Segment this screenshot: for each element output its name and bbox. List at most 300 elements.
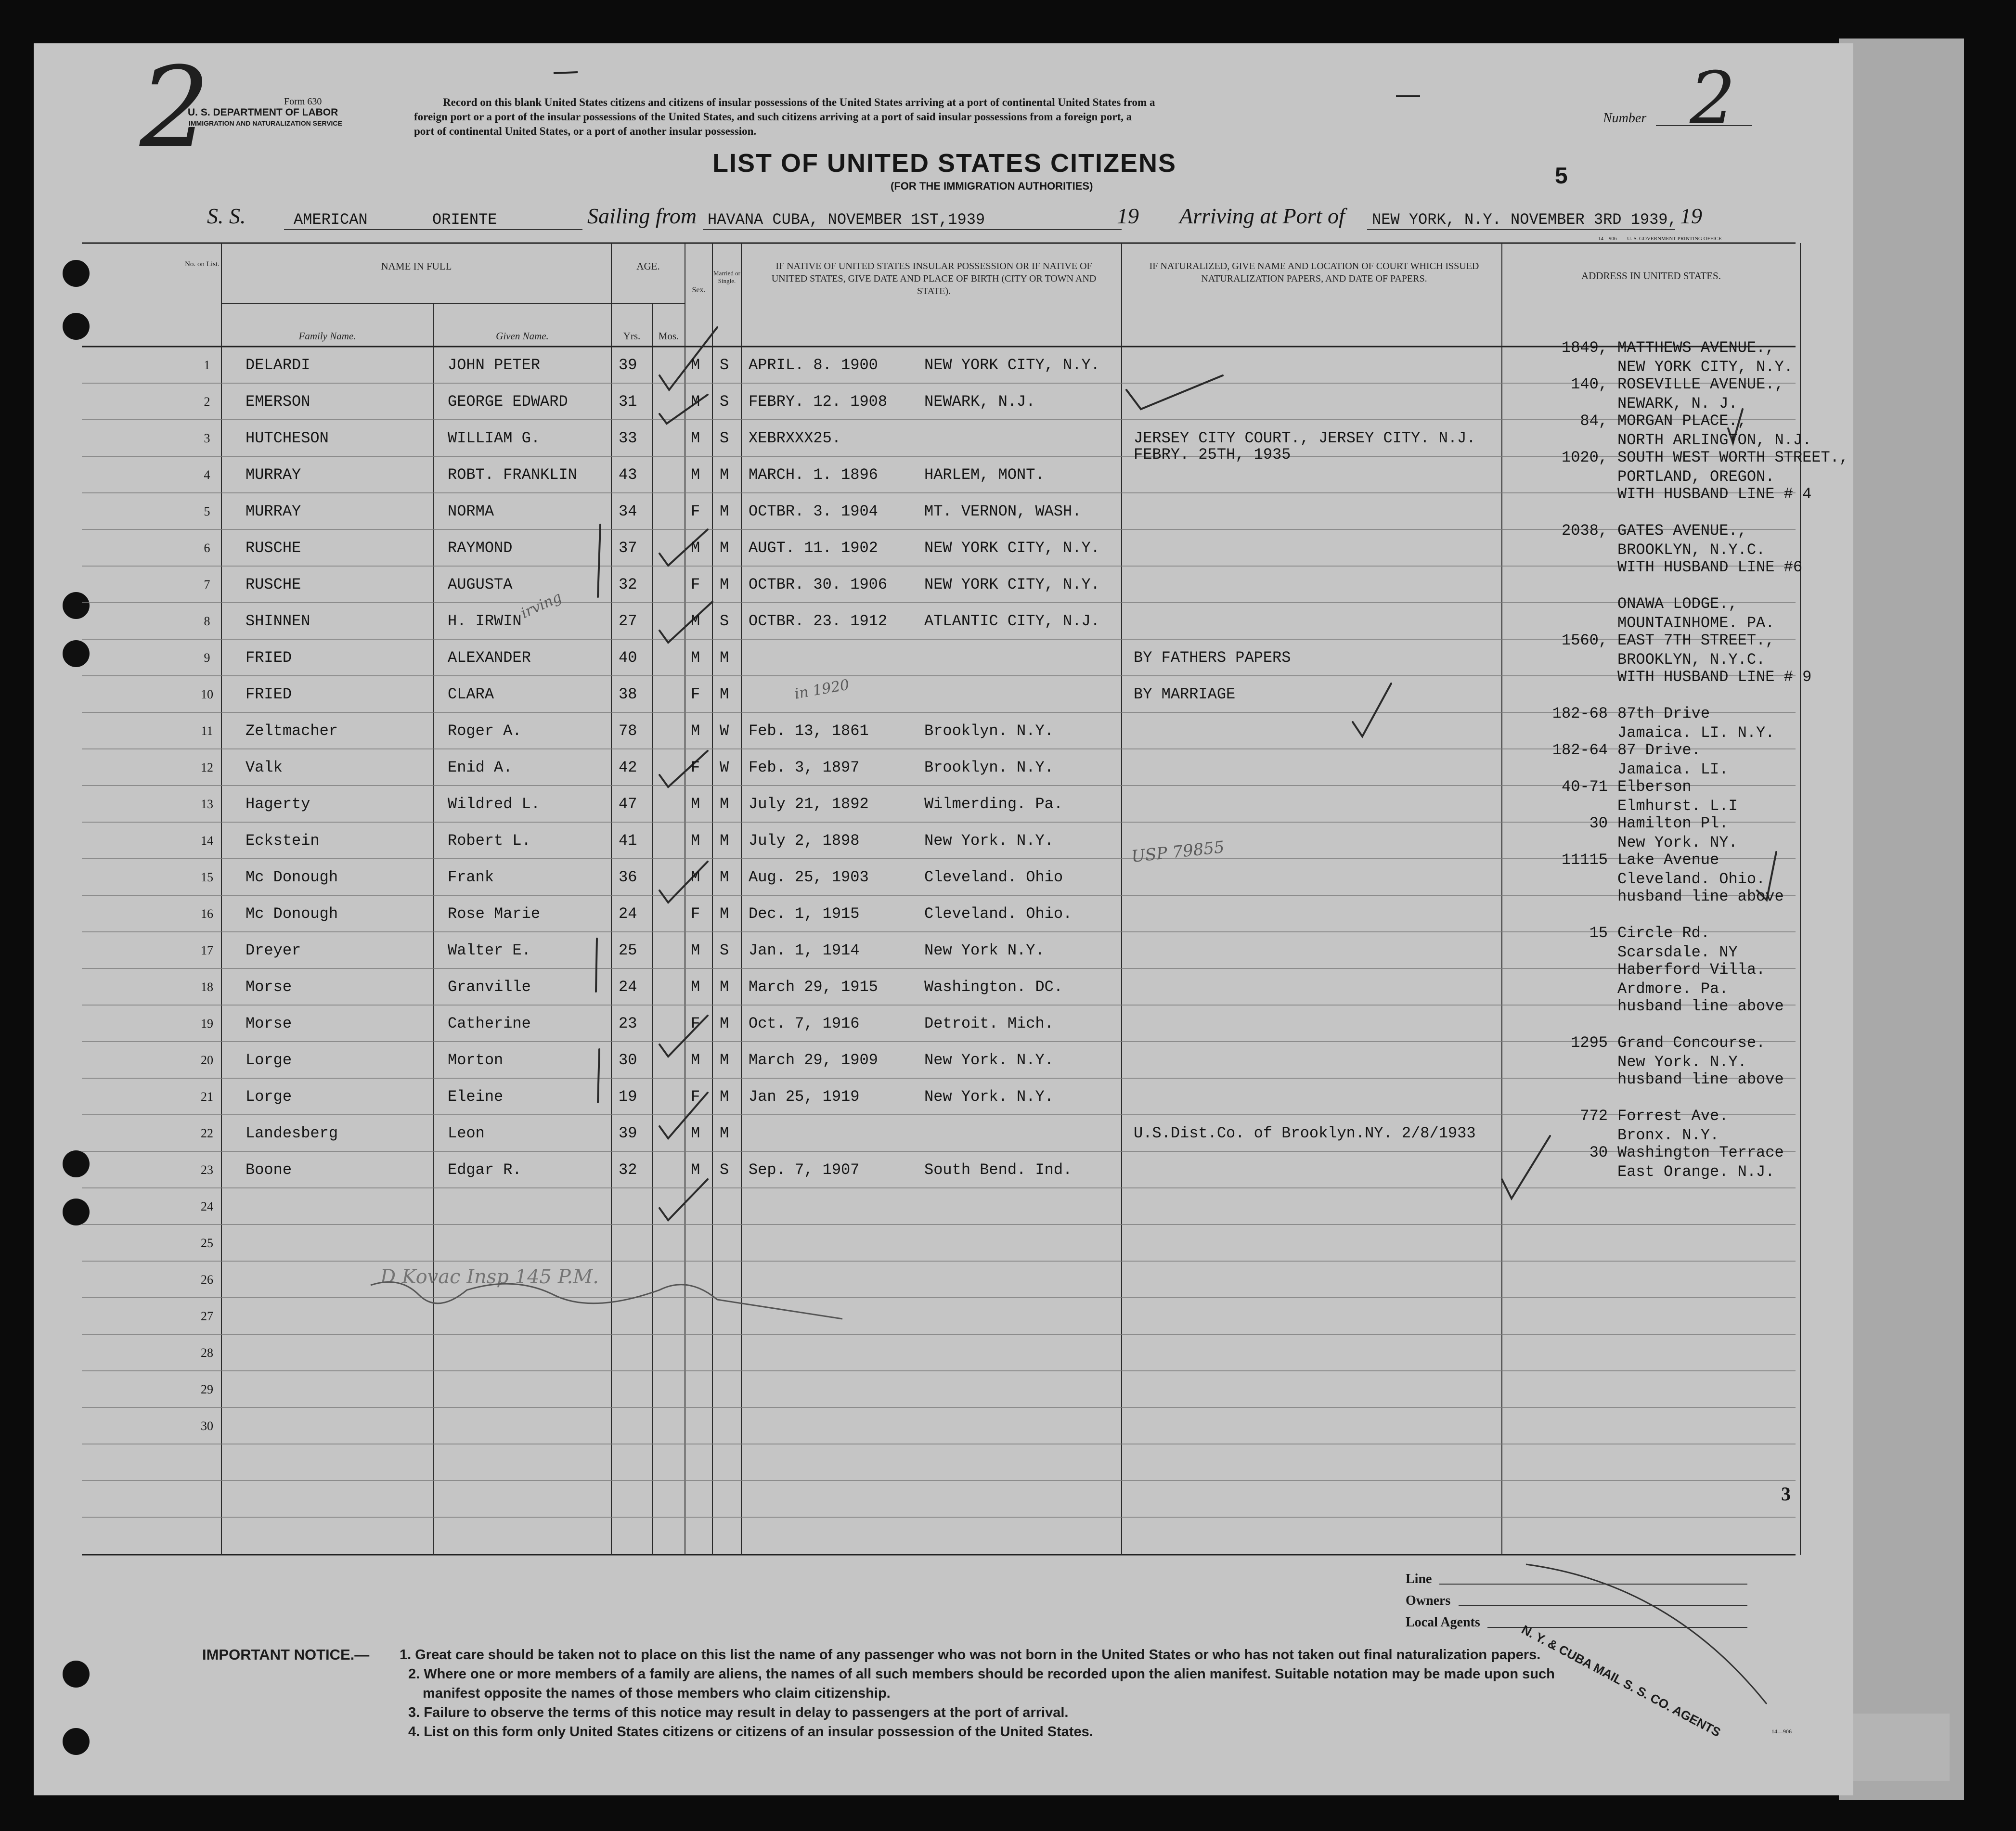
age-years: 42 — [619, 759, 637, 776]
sex: M — [691, 868, 700, 886]
address-number: 182-68 — [1552, 705, 1608, 722]
col-family-header: Family Name. — [298, 330, 356, 342]
marital-status: M — [720, 905, 729, 923]
age-years: 33 — [619, 429, 637, 447]
address-line-1: husband line above — [1617, 888, 1784, 905]
table-row — [34, 924, 1853, 978]
row-number: 20 — [201, 1053, 213, 1067]
age-years: 47 — [619, 795, 637, 813]
birth-place: Washington. DC. — [924, 978, 1063, 996]
form-number: Form 630 — [284, 96, 322, 107]
sex: F — [691, 685, 700, 703]
address-line-1: Lake Avenue — [1617, 851, 1719, 869]
address-number: 772 — [1580, 1107, 1608, 1125]
sex: M — [691, 393, 700, 411]
sex: M — [691, 649, 700, 667]
table-row — [34, 961, 1853, 1015]
address-line-1: MORGAN PLACE., — [1617, 412, 1747, 430]
address-number: 15 — [1589, 924, 1608, 942]
agents-label: Local Agents — [1406, 1615, 1480, 1630]
family-name: DELARDI — [246, 356, 310, 374]
row-number: 12 — [201, 761, 213, 774]
row-number: 21 — [201, 1090, 213, 1104]
birth-place: MT. VERNON, WASH. — [924, 503, 1082, 520]
manifest-page — [34, 43, 1853, 1795]
birth-date: XEBRXXX25. — [749, 429, 841, 447]
handwritten-page-number: 2 — [140, 44, 210, 172]
given-name: GEORGE EDWARD — [448, 393, 568, 411]
age-years: 37 — [619, 539, 637, 557]
address-line-1: Grand Concourse. — [1617, 1034, 1766, 1052]
marital-status: M — [720, 868, 729, 886]
sex: M — [691, 795, 700, 813]
arriving-label: Arriving at Port of — [1179, 204, 1345, 228]
table-row — [34, 632, 1853, 685]
col-age-header: AGE. — [636, 260, 660, 272]
service-label: IMMIGRATION AND NATURALIZATION SERVICE — [189, 119, 342, 127]
row8-handwritten-note: irving — [518, 588, 565, 622]
address-line-2: MOUNTAINHOME. PA. — [1617, 614, 1775, 632]
address-line-2: NEW YORK CITY, N.Y. — [1617, 358, 1793, 376]
birth-date: March 29, 1909 — [749, 1051, 878, 1069]
address-line-2: PORTLAND, OREGON. — [1617, 468, 1775, 486]
marital-status: M — [720, 978, 729, 996]
age-years: 36 — [619, 868, 637, 886]
marital-status: S — [720, 429, 729, 447]
sex: M — [691, 429, 700, 447]
address-number: 2038, — [1561, 522, 1608, 540]
birth-date: Aug. 25, 1903 — [749, 868, 869, 886]
back-sheet — [1839, 39, 1964, 1800]
family-name: HUTCHESON — [246, 429, 329, 447]
row-number: 5 — [204, 504, 210, 518]
age-years: 34 — [619, 503, 637, 520]
address-line-1: husband line above — [1617, 997, 1784, 1015]
address-line-2: East Orange. N.J. — [1617, 1163, 1775, 1181]
notice-item: 2. Where one or more members of a family are aliens, the names of all such members should be recorded upon the alien manifest. Suitable notation may be made upon such — [408, 1666, 1555, 1682]
notice-item: manifest opposite the names of those members who claim citizenship. — [423, 1686, 891, 1701]
age-years: 24 — [619, 905, 637, 923]
stamp-5: 5 — [1555, 163, 1568, 189]
family-name: SHINNEN — [246, 612, 310, 630]
family-name: FRIED — [246, 685, 292, 703]
birth-date: OCTBR. 3. 1904 — [749, 503, 878, 520]
table-row — [34, 1307, 1853, 1344]
marital-status: M — [720, 1124, 729, 1142]
age-years: 40 — [619, 649, 637, 667]
row-number: 19 — [201, 1017, 213, 1031]
marital-status: W — [720, 722, 729, 740]
sex: M — [691, 832, 700, 850]
col-naturalized-header: IF NATURALIZED, GIVE NAME AND LOCATION OF COURT WHICH ISSUED NATURALIZATION PAPERS, AND DATE OF PAPERS. — [1149, 261, 1479, 284]
given-name: JOHN PETER — [448, 356, 541, 374]
address-line-2: Jamaica. LI. — [1617, 761, 1729, 778]
given-name: RAYMOND — [448, 539, 513, 557]
row-number: 11 — [201, 724, 213, 738]
birth-date: MARCH. 1. 1896 — [749, 466, 878, 484]
age-years: 39 — [619, 356, 637, 374]
address-number: 11115 — [1561, 851, 1608, 869]
birth-place: NEW YORK CITY, N.Y. — [924, 356, 1100, 374]
birth-date: Feb. 13, 1861 — [749, 722, 869, 740]
address-line-1: Haberford Villa. — [1617, 961, 1766, 979]
address-line-1: Hamilton Pl. — [1617, 814, 1729, 832]
marital-status: M — [720, 539, 729, 557]
family-name: Mc Donough — [246, 905, 338, 923]
given-name: ALEXANDER — [448, 649, 531, 667]
sailing-year: 19 — [1117, 204, 1139, 228]
bottom-page-number: 3 — [1781, 1483, 1791, 1505]
family-name: Hagerty — [246, 795, 310, 813]
gpo-line: U. S. GOVERNMENT PRINTING OFFICE — [1627, 236, 1722, 242]
arriving-year: 19 — [1680, 204, 1702, 228]
given-name: AUGUSTA — [448, 576, 513, 593]
sex: M — [691, 539, 700, 557]
family-name: RUSCHE — [246, 539, 301, 557]
birth-place: NEW YORK CITY, N.Y. — [924, 539, 1100, 557]
department-label: U. S. DEPARTMENT OF LABOR — [188, 107, 338, 118]
address-line-1: 87th Drive — [1617, 705, 1710, 722]
form-code-bottom: 14—906 — [1771, 1728, 1792, 1735]
marital-status: M — [720, 576, 729, 593]
instruction-line: Record on this blank United States citizens and citizens of insular possessions of the United States arriving at a port of continental United States from a — [443, 96, 1155, 108]
address-line-1: ONAWA LODGE., — [1617, 595, 1738, 613]
row24-pencil-signature: D Kovac Insp 145 P.M. — [380, 1266, 599, 1288]
address-line-2: BROOKLYN, N.Y.C. — [1617, 541, 1766, 559]
family-name: Dreyer — [246, 941, 301, 959]
row-number: 10 — [201, 687, 213, 701]
marital-status: M — [720, 1051, 729, 1069]
col-name-header: NAME IN FULL — [381, 260, 452, 272]
birth-place: Detroit. Mich. — [924, 1015, 1054, 1032]
sex: F — [691, 576, 700, 593]
birth-date: OCTBR. 23. 1912 — [749, 612, 888, 630]
table-row — [34, 1034, 1853, 1088]
given-name: Frank — [448, 868, 494, 886]
birth-date: Sep. 7, 1907 — [749, 1161, 860, 1179]
address-line-2: Cleveland. Ohio. — [1617, 870, 1766, 888]
address-line-2: Scarsdale. NY — [1617, 943, 1738, 961]
col-married-header: Married or Single. — [713, 270, 740, 284]
row10-pencil-note: in 1920 — [793, 676, 851, 703]
address-line-2: NORTH ARLINGTON, N.J. — [1617, 431, 1812, 449]
birth-date: Feb. 3, 1897 — [749, 759, 860, 776]
row-number: 13 — [201, 797, 213, 811]
age-years: 39 — [619, 1124, 637, 1142]
birth-date: July 21, 1892 — [749, 795, 869, 813]
address-number: 30 — [1589, 814, 1608, 832]
marital-status: M — [720, 503, 729, 520]
given-name: Rose Marie — [448, 905, 541, 923]
age-years: 38 — [619, 685, 637, 703]
age-years: 30 — [619, 1051, 637, 1069]
address-line-1: WITH HUSBAND LINE # 9 — [1617, 668, 1812, 686]
given-name: Wildred L. — [448, 795, 541, 813]
col-sex-header: Sex. — [692, 286, 706, 294]
table-row — [34, 1344, 1853, 1380]
family-name: Morse — [246, 978, 292, 996]
age-years: 19 — [619, 1088, 637, 1106]
birth-date: OCTBR. 30. 1906 — [749, 576, 888, 593]
marital-status: M — [720, 795, 729, 813]
age-years: 31 — [619, 393, 637, 411]
row-number: 4 — [204, 468, 210, 482]
table-row — [34, 1198, 1853, 1234]
owners-label: Owners — [1406, 1593, 1451, 1608]
address-number: 30 — [1589, 1144, 1608, 1161]
age-years: 78 — [619, 722, 637, 740]
family-name: EMERSON — [246, 393, 310, 411]
sex: M — [691, 1124, 700, 1142]
birth-date: APRIL. 8. 1900 — [749, 356, 878, 374]
row-number: 26 — [201, 1273, 213, 1287]
given-name: NORMA — [448, 503, 494, 520]
row-number: 28 — [201, 1346, 213, 1360]
marital-status: M — [720, 832, 729, 850]
address-line-1: ROSEVILLE AVENUE., — [1617, 375, 1784, 393]
address-number: 140, — [1571, 375, 1608, 393]
col-address-header: ADDRESS IN UNITED STATES. — [1581, 270, 1721, 282]
row-number: 6 — [204, 541, 210, 555]
col-yrs-header: Yrs. — [623, 330, 641, 342]
address-number: 84, — [1580, 412, 1608, 430]
address-line-2: NEWARK, N. J. — [1617, 395, 1738, 413]
birth-date: Oct. 7, 1916 — [749, 1015, 860, 1032]
given-name: Robert L. — [448, 832, 531, 850]
birth-date: Dec. 1, 1915 — [749, 905, 860, 923]
marital-status: M — [720, 685, 729, 703]
row-number: 1 — [204, 358, 210, 372]
given-name: H. IRWIN — [448, 612, 522, 630]
ship-name: AMERICAN ORIENTE — [294, 211, 497, 229]
age-years: 23 — [619, 1015, 637, 1032]
row-number: 15 — [201, 870, 213, 884]
family-name: Lorge — [246, 1088, 292, 1106]
birth-place: Wilmerding. Pa. — [924, 795, 1063, 813]
address-line-1: GATES AVENUE., — [1617, 522, 1747, 540]
page-title: LIST OF UNITED STATES CITIZENS — [712, 149, 1176, 178]
sex: M — [691, 612, 700, 630]
birth-place: Brooklyn. N.Y. — [924, 759, 1054, 776]
sex: F — [691, 905, 700, 923]
form-code-top: 14—906 — [1598, 236, 1617, 242]
given-name: Catherine — [448, 1015, 531, 1032]
marital-status: M — [720, 649, 729, 667]
marital-status: S — [720, 1161, 729, 1179]
sex: F — [691, 503, 700, 520]
table-row — [34, 1234, 1853, 1271]
birth-date: March 29, 1915 — [749, 978, 878, 996]
birth-date: Jan. 1, 1914 — [749, 941, 860, 959]
row-number: 22 — [201, 1126, 213, 1140]
row-number: 29 — [201, 1382, 213, 1396]
address-line-1: 87 Drive. — [1617, 741, 1701, 759]
row-number: 17 — [201, 943, 213, 957]
row-number: 7 — [204, 578, 210, 592]
given-name: CLARA — [448, 685, 494, 703]
family-name: FRIED — [246, 649, 292, 667]
naturalization-court: U.S.Dist.Co. of Brooklyn.NY. 2/8/1933 — [1134, 1124, 1476, 1142]
birth-place: New York N.Y. — [924, 941, 1045, 959]
address-line-1: Circle Rd. — [1617, 924, 1710, 942]
sex: F — [691, 759, 700, 776]
marital-status: S — [720, 356, 729, 374]
family-name: MURRAY — [246, 466, 301, 484]
address-number: 40-71 — [1561, 778, 1608, 796]
address-line-1: WITH HUSBAND LINE #6 — [1617, 558, 1803, 576]
address-line-1: EAST 7TH STREET., — [1617, 632, 1775, 649]
sex: M — [691, 1051, 700, 1069]
row14-pencil-note: USP 79855 — [1130, 837, 1226, 867]
birth-place: Brooklyn. N.Y. — [924, 722, 1054, 740]
given-name: Eleine — [448, 1088, 504, 1106]
address-line-1: Elberson — [1617, 778, 1692, 796]
family-name: RUSCHE — [246, 576, 301, 593]
family-name: Landesberg — [246, 1124, 338, 1142]
address-number: 1295 — [1571, 1034, 1608, 1052]
address-line-1: WITH HUSBAND LINE # 4 — [1617, 485, 1812, 503]
sex: M — [691, 466, 700, 484]
birth-place: New York. N.Y. — [924, 1088, 1054, 1106]
age-years: 41 — [619, 832, 637, 850]
ss-label: S. S. — [207, 204, 246, 228]
col-birth-header: IF NATIVE OF UNITED STATES INSULAR POSSESSION OR IF NATIVE OF UNITED STATES, GIVE DATE AND PLACE OF BIRTH (CITY OR TOWN AND STATE). — [771, 261, 1097, 297]
number-value: 2 — [1690, 57, 1736, 141]
address-line-2: Bronx. N.Y. — [1617, 1126, 1719, 1144]
family-name: Lorge — [246, 1051, 292, 1069]
address-line-1: Forrest Ave. — [1617, 1107, 1729, 1125]
birth-place: New York. N.Y. — [924, 1051, 1054, 1069]
age-years: 43 — [619, 466, 637, 484]
age-years: 27 — [619, 612, 637, 630]
row-number: 23 — [201, 1163, 213, 1177]
marital-status: S — [720, 393, 729, 411]
address-number: 182-64 — [1552, 741, 1608, 759]
notice-item: 1. Great care should be taken not to place on this list the name of any passenger who was not born in the United States or who has not taken out final naturalization papers. — [400, 1647, 1541, 1663]
address-number: 1849, — [1561, 339, 1608, 357]
notice-item: 3. Failure to observe the terms of this notice may result in delay to passengers at the port of arrival. — [408, 1705, 1069, 1720]
row-number: 16 — [201, 907, 213, 921]
row-number: 24 — [201, 1199, 213, 1213]
instruction-line: foreign port or a port of the insular possessions of the United States, and such citizens arriving at a port of said insular possessions from a foreign port, a — [414, 111, 1132, 123]
given-name: WILLIAM G. — [448, 429, 541, 447]
marital-status: M — [720, 1015, 729, 1032]
table-row — [34, 522, 1853, 576]
birth-date: Jan 25, 1919 — [749, 1088, 860, 1106]
given-name: Edgar R. — [448, 1161, 522, 1179]
sex: M — [691, 356, 700, 374]
naturalization-court: BY FATHERS PAPERS — [1134, 649, 1291, 667]
address-number: 1020, — [1561, 449, 1608, 466]
birth-date: FEBRY. 12. 1908 — [749, 393, 888, 411]
birth-place: New York. N.Y. — [924, 832, 1054, 850]
row-number: 9 — [204, 651, 210, 665]
row-number: 30 — [201, 1419, 213, 1433]
family-name: MURRAY — [246, 503, 301, 520]
row-number: 18 — [201, 980, 213, 994]
address-line-2: BROOKLYN, N.Y.C. — [1617, 651, 1766, 669]
address-number: 1560, — [1561, 632, 1608, 649]
marital-status: M — [720, 1088, 729, 1106]
sex: F — [691, 1088, 700, 1106]
given-name: Granville — [448, 978, 531, 996]
instruction-line: port of continental United States, or a port of another insular possession. — [414, 125, 757, 137]
birth-place: Cleveland. Ohio — [924, 868, 1063, 886]
birth-place: Cleveland. Ohio. — [924, 905, 1073, 923]
birth-date: July 2, 1898 — [749, 832, 860, 850]
address-line-2: New York. NY. — [1617, 834, 1738, 851]
table-row — [34, 1271, 1853, 1307]
notice-item: 4. List on this form only United States citizens or citizens of an insular possession of the United States. — [408, 1724, 1093, 1740]
line-label: Line — [1406, 1572, 1432, 1586]
birth-place: NEW YORK CITY, N.Y. — [924, 576, 1100, 593]
sex: F — [691, 1015, 700, 1032]
sailing-label: Sailing from — [587, 204, 697, 228]
family-name: Mc Donough — [246, 868, 338, 886]
sex: M — [691, 1161, 700, 1179]
marital-status: S — [720, 612, 729, 630]
address-line-2: Ardmore. Pa. — [1617, 980, 1729, 998]
family-name: Eckstein — [246, 832, 320, 850]
row-number: 8 — [204, 614, 210, 628]
table-row — [34, 1417, 1853, 1454]
col-no-header: No. on List. — [185, 260, 220, 268]
naturalization-court: JERSEY CITY COURT., JERSEY CITY. N.J. — [1134, 429, 1476, 447]
marital-status: W — [720, 759, 729, 776]
address-line-1: husband line above — [1617, 1070, 1784, 1088]
naturalization-date: FEBRY. 25TH, 1935 — [1134, 446, 1291, 464]
address-line-2: Elmhurst. L.I — [1617, 797, 1738, 815]
family-name: Zeltmacher — [246, 722, 338, 740]
line-underline — [1439, 1584, 1747, 1585]
row-number: 14 — [201, 834, 213, 848]
family-name: Boone — [246, 1161, 292, 1179]
table-row — [34, 558, 1853, 612]
notice-heading: IMPORTANT NOTICE.— — [202, 1646, 370, 1663]
birth-place: NEWARK, N.J. — [924, 393, 1035, 411]
age-years: 32 — [619, 1161, 637, 1179]
given-name: Leon — [448, 1124, 485, 1142]
table-row — [34, 1380, 1853, 1417]
address-line-1: Washington Terrace — [1617, 1144, 1784, 1161]
number-label: Number — [1603, 111, 1647, 126]
address-line-2: New York. N.Y. — [1617, 1053, 1747, 1071]
col-mos-header: Mos. — [658, 330, 679, 342]
row-number: 25 — [201, 1236, 213, 1250]
address-line-1: MATTHEWS AVENUE., — [1617, 339, 1775, 357]
marital-status: M — [720, 466, 729, 484]
row-number: 2 — [204, 395, 210, 409]
owners-underline — [1459, 1605, 1747, 1606]
marital-status: S — [720, 941, 729, 959]
family-name: Valk — [246, 759, 283, 776]
given-name: Morton — [448, 1051, 504, 1069]
naturalization-court: BY MARRIAGE — [1134, 685, 1236, 703]
given-name: Roger A. — [448, 722, 522, 740]
row-number: 3 — [204, 431, 210, 445]
row-number: 27 — [201, 1309, 213, 1323]
given-name: Enid A. — [448, 759, 513, 776]
birth-place: ATLANTIC CITY, N.J. — [924, 612, 1100, 630]
age-years: 25 — [619, 941, 637, 959]
sailing-value: HAVANA CUBA, NOVEMBER 1ST,1939 — [708, 211, 985, 229]
page-subtitle: (FOR THE IMMIGRATION AUTHORITIES) — [891, 180, 1093, 192]
given-name: Walter E. — [448, 941, 531, 959]
agent-stamp: N. Y. & CUBA MAIL S. S. CO. AGENTS — [1519, 1622, 1723, 1740]
table-row — [34, 1144, 1853, 1198]
address-line-2: Jamaica. LI. N.Y. — [1617, 724, 1775, 742]
birth-date: AUGT. 11. 1902 — [749, 539, 878, 557]
